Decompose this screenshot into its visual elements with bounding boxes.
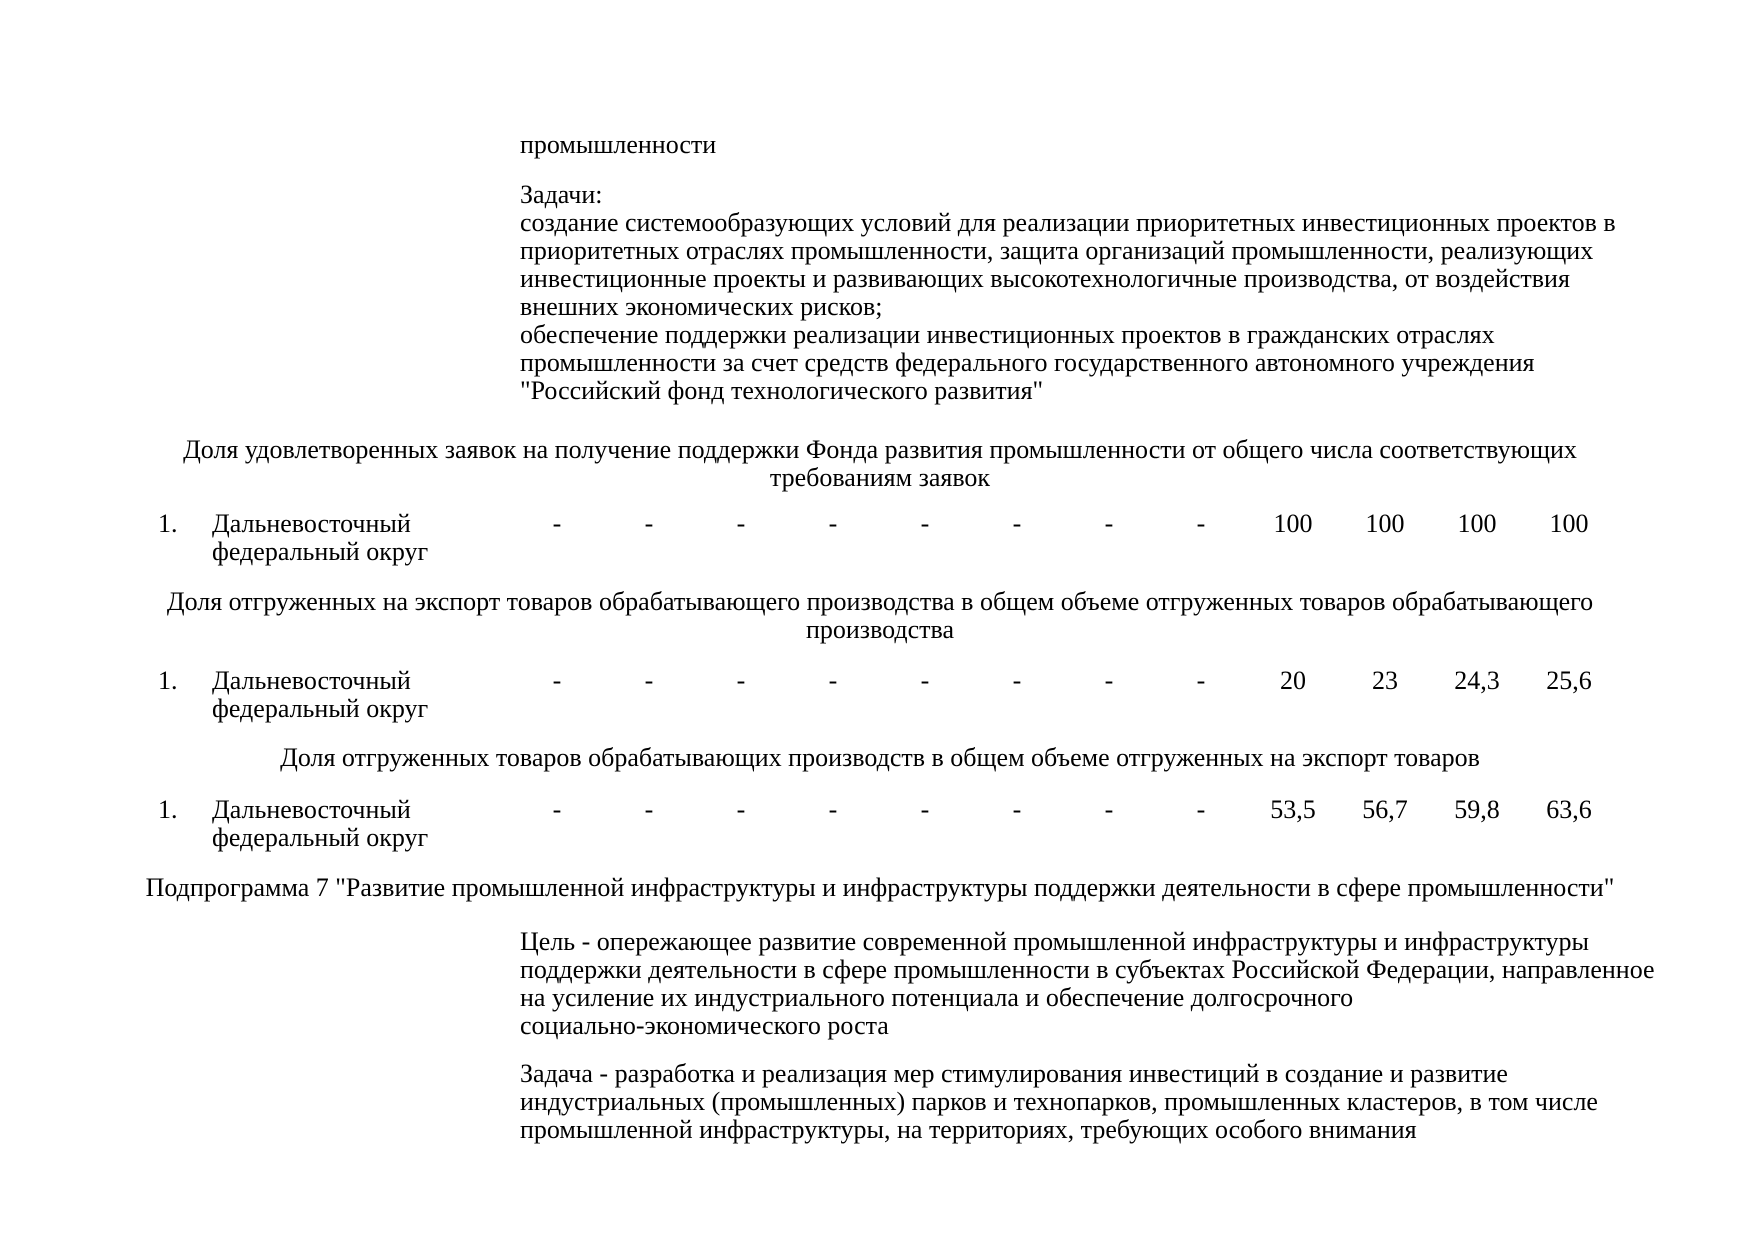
row-number: 1. (158, 795, 178, 824)
paragraph-line: промышленности (520, 130, 717, 159)
paragraph-line: создание системообразующих условий для реализации приоритетных инвестиционных проектов в (520, 208, 1616, 237)
value-cell: 23 (1372, 666, 1398, 695)
dash-cell: - (644, 509, 654, 538)
dash-cell: - (1104, 509, 1114, 538)
paragraph-line: внешних экономических рисков; (520, 292, 883, 321)
tasks-paragraph (520, 181, 1616, 405)
region-name-line: Дальневосточный (212, 795, 411, 824)
value-cell: 63,6 (1546, 795, 1592, 824)
paragraph-line: промышленной инфраструктуры, на территориях, требующих особого внимания (520, 1115, 1417, 1144)
value-cell: 100 (1273, 509, 1313, 538)
row-number: 1. (158, 509, 178, 538)
dash-cell: - (552, 666, 562, 695)
dash-cell: - (1012, 795, 1022, 824)
value-cell: 20 (1280, 666, 1306, 695)
dash-cell: - (736, 666, 746, 695)
dash-cell: - (736, 509, 746, 538)
region-name-line: Дальневосточный (212, 509, 411, 538)
paragraph-line: приоритетных отраслях промышленности, защита организаций промышленности, реализующих (520, 236, 1594, 265)
paragraph-line: инвестиционные проекты и развивающих высокотехнологичные производства, от воздействия (520, 264, 1570, 293)
paragraph-line: промышленности за счет средств федерального государственного автономного учреждения (520, 348, 1535, 377)
dash-cell: - (920, 509, 930, 538)
metric-header: Доля отгруженных на экспорт товаров обрабатывающего производства в общем объеме отгруженных товаров обрабатывающего (166, 587, 1594, 616)
paragraph-line: Цель - опережающее развитие современной промышленной инфраструктуры и инфраструктуры (520, 927, 1590, 956)
value-cell: 25,6 (1546, 666, 1592, 695)
metric-header: производства (805, 615, 955, 644)
value-cell: 56,7 (1362, 795, 1408, 824)
dash-cell: - (1196, 795, 1206, 824)
metric-header: Доля отгруженных товаров обрабатывающих производств в общем объеме отгруженных на экспорт товаров (280, 743, 1480, 772)
value-cell: 59,8 (1454, 795, 1500, 824)
task-paragraph (520, 1060, 1598, 1144)
dash-cell: - (828, 509, 838, 538)
region-name-line: федеральный округ (212, 823, 429, 852)
region-name (212, 667, 428, 723)
paragraph-line: "Российский фонд технологического развития" (520, 376, 1044, 405)
subprogram-title: Подпрограмма 7 "Развитие промышленной инфраструктуры и инфраструктуры поддержки деятельности в сфере промышленности" (145, 873, 1615, 902)
paragraph-line: социально-экономического роста (520, 1011, 889, 1040)
dash-cell: - (736, 795, 746, 824)
table-row (0, 667, 1754, 723)
goal-paragraph (520, 928, 1655, 1040)
dash-cell: - (1104, 666, 1114, 695)
region-name (212, 796, 428, 852)
dash-cell: - (1196, 666, 1206, 695)
paragraph-line: на усиление их индустриального потенциала и обеспечение долгосрочного (520, 983, 1354, 1012)
dash-cell: - (828, 795, 838, 824)
row-number: 1. (158, 666, 178, 695)
region-name (212, 510, 428, 566)
region-name-line: федеральный округ (212, 537, 429, 566)
value-cell: 100 (1457, 509, 1497, 538)
table-row (0, 796, 1754, 852)
metric-header: требованиям заявок (769, 463, 991, 492)
dash-cell: - (552, 795, 562, 824)
paragraph-line: поддержки деятельности в сфере промышленности в субъектах Российской Федерации, направленное (520, 955, 1655, 984)
dash-cell: - (920, 666, 930, 695)
dash-cell: - (552, 509, 562, 538)
value-cell: 53,5 (1270, 795, 1316, 824)
paragraph-line: Задачи: (520, 180, 603, 209)
intro-paragraph (520, 131, 716, 159)
dash-cell: - (1104, 795, 1114, 824)
dash-cell: - (828, 666, 838, 695)
value-cell: 100 (1549, 509, 1589, 538)
metric-header: Доля удовлетворенных заявок на получение поддержки Фонда развития промышленности от общего числа соответствующих (183, 435, 1577, 464)
paragraph-line: индустриальных (промышленных) парков и технопарков, промышленных кластеров, в том числе (520, 1087, 1598, 1116)
dash-cell: - (1012, 509, 1022, 538)
dash-cell: - (1012, 666, 1022, 695)
value-cell: 24,3 (1454, 666, 1500, 695)
paragraph-line: обеспечение поддержки реализации инвестиционных проектов в гражданских отраслях (520, 320, 1495, 349)
dash-cell: - (644, 666, 654, 695)
paragraph-line: Задача - разработка и реализация мер стимулирования инвестиций в создание и развитие (520, 1059, 1508, 1088)
dash-cell: - (644, 795, 654, 824)
dash-cell: - (1196, 509, 1206, 538)
value-cell: 100 (1365, 509, 1405, 538)
dash-cell: - (920, 795, 930, 824)
region-name-line: Дальневосточный (212, 666, 411, 695)
region-name-line: федеральный округ (212, 694, 429, 723)
table-row (0, 510, 1754, 566)
